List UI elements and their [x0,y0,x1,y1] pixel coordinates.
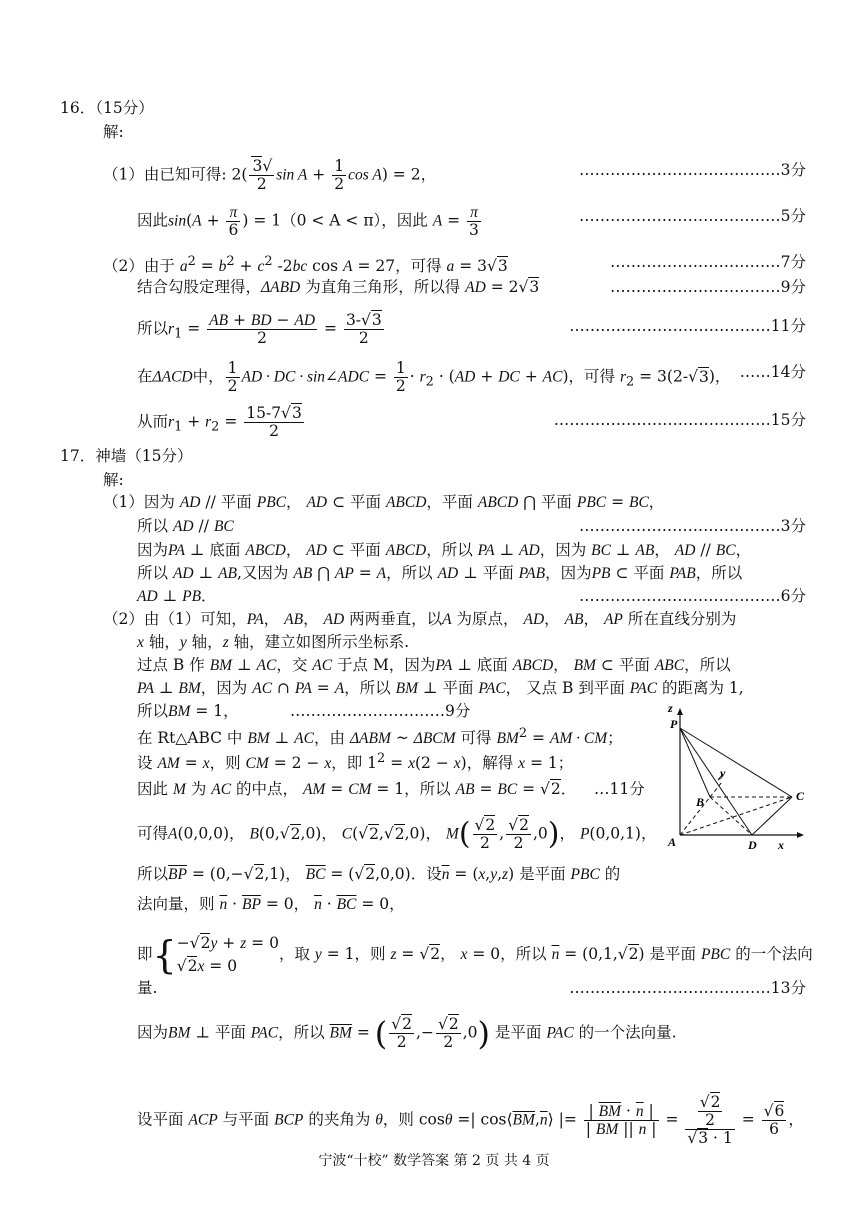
q16-part1: （1）由已知可得: 2( $\frac{3√}{2}$ sin A + $\frac{1}{2}$ cos A) = 2， [103,157,437,193]
q17-header: 17．神墙（15分） [60,447,193,465]
edge-PB [680,728,710,797]
q17-b10: 所以$\overline{BP} = (0,-√2,1)$， $\overline{BC} = (√2,0,0)$．设$\overline{n} = (x,y,z)$ 是平面 PBC 的 [137,865,621,883]
q17-b6: 在 Rt△ABC 中 BM ⊥ AC，由 ΔABM ~ ΔBCM 可得 $BM^2$ = AM · CM； [137,726,623,748]
q17-a5: AD ⊥ PB． [137,587,217,605]
edge-AB [680,797,710,835]
q17-b4: PA ⊥ BM，因为 AC ∩ PA = A，所以 BM ⊥ 平面 PAC， 又点 B 到平面 PAC 的距离为 1, [137,679,744,697]
q17-b15: 设平面 ACP 与平面 BCP 的夹角为 θ，则 cosθ =| $\cos⟨\overline{BM},\overline{n}⟩$ |= $\frac{| \overline{BM} \cdot \overline{n} |}{| \overline{BM} || \overline{n} |}$ = $\frac{\frac{√2}{2}}{√3 \cdot 1}$ = $\frac{√6}{6}$ ， [137,1093,804,1147]
q16-score-5: …………………………………5分 [579,207,806,225]
edge-PC [680,728,792,797]
q16-line7: 从而$r_1 + r_2$ = $\frac{15-7√3}{2}$ [137,404,302,440]
q17-b2: x 轴，y 轴，z 轴，建立如图所示坐标系. [137,633,410,651]
q17-a4: 所以 AD ⊥ AB,又因为 AB ⋂ AP = A，所以 AD ⊥ 平面 PAB，因为PB ⊂ 平面 PAB，所以 [137,564,743,582]
edge-DC [752,797,792,835]
label-D: D [748,838,757,850]
q17-b13: 量. [137,979,158,997]
q17-score-13: …………………………………13分 [569,979,806,997]
q16-part2: （2）由于 $a^2 = b^2 + c^2$ -2bc cos A = 27，可得 a = 3√3 [103,254,508,276]
q16-jie: 解: [103,123,124,141]
edge-PD [680,728,752,835]
q16-header: 16．（15分） [60,99,154,117]
q17-b5: 所以BM = 1， [137,702,239,720]
q17-score-6: …………………………………6分 [579,587,806,605]
label-C: C [796,789,805,803]
q17-jie: 解: [103,471,124,489]
q17-a1: （1）因为 AD // 平面 PBC， AD ⊂ 平面 ABCD，平面 ABCD ⋂ 平面 PBC = BC， [103,493,665,511]
label-x: x [778,838,784,850]
q17-a3: 因为PA ⊥ 底面 ABCD， AD ⊂ 平面 ABCD，所以 PA ⊥ AD，因为 BC ⊥ AB， AD // BC， [137,541,752,559]
q16-score-14: ……14分 [739,363,806,381]
q17-a2: 所以 AD // BC [137,517,234,535]
label-A: A [668,835,677,849]
edge-BD [710,797,752,835]
q17-b12: 即{−√2y + z = 0 √2x = 0，取 y = 1，则 z = √2， x = 0，所以 $\overline{n} = (0,1,√2)$ 是平面 PBC 的一个法向 [137,933,813,977]
q16-line6: 在ΔACD中， $\frac{1}{2}$ AD · DC · sin∠ADC = $\frac{1}{2}$ · $r_2 \cdot (AD$ + DC + AC)，可得 $r_2 = 3(2-√3)$， [137,359,731,395]
q16-score-11: …………………………………11分 [569,317,806,335]
x-axis-arrow [797,832,804,838]
q16-line5: 所以$r_1$ = $\frac{AB + BD - AD}{2}$ = $\frac{3-√3}{2}$ [137,311,382,347]
label-P: P [670,717,678,731]
q17-score-11: …11分 [594,780,645,798]
q17-b8: 因此 M 为 AC 的中点， AM = CM = 1，所以 AB = BC = √2． [137,780,577,798]
q16-score-3: …………………………………3分 [579,161,806,179]
q17-b3: 过点 B 作 BM ⊥ AC，交 AC 于点 M，因为PA ⊥ 底面 ABCD， BM ⊂ 平面 ABC，所以 [137,656,731,674]
label-z: z [668,701,673,715]
q16-line4: 结合勾股定理得，ΔABD 为直角三角形，所以得 AD = 2√3 [137,278,540,296]
y-axis-dashed [710,782,722,797]
pyramid-figure [660,700,830,850]
q17-b9: 可得A(0,0,0)， B(0,√2,0)， C(√2,√2,0)， M( $\frac{√2}{2}$ , $\frac{√2}{2}$ ,0)， P(0,0,1)， [137,816,657,852]
z-axis-arrow [677,708,683,715]
q16-part1b: 因此sin(A + $\frac{\pi}{6}$ ) = 1（0 < A < π），因此 A = $\frac{\pi}{3}$ [137,204,479,239]
q17-b11: 法向量，则 $\overline{n} \cdot \overline{BP} = 0$， $\overline{n} \cdot \overline{BC} = 0$， [137,895,405,913]
q17-b14: 因为BM ⊥ 平面 PAC，所以 $\overline{BM}$ = ( $\frac{√2}{2}$ ,− $\frac{√2}{2}$ ,0) 是平面 PAC 的一个法向量. [137,1014,677,1053]
q16-score-15: ……………………………………15分 [553,411,806,429]
q16-score-7: ……………………………7分 [610,253,806,271]
page-footer: 宁波“十校” 数学答案 第 2 页 共 4 页 [318,1153,550,1169]
q17-b1: （2）由（1）可知，PA， AB， AD 两两垂直，以A 为原点， AD， AB， AP 所在直线分别为 [103,610,737,628]
label-y: y [720,766,726,780]
q17-b7: 设 AM = x，则 CM = 2 − x，即 $1^2 = x(2 - x)$，解得 x = 1； [137,751,574,773]
q17-score-3: …………………………………3分 [579,517,806,535]
q16-score-9: ……………………………9分 [610,278,806,296]
label-B: B [696,795,705,809]
q17-score-9: …………………………9分 [290,702,471,720]
